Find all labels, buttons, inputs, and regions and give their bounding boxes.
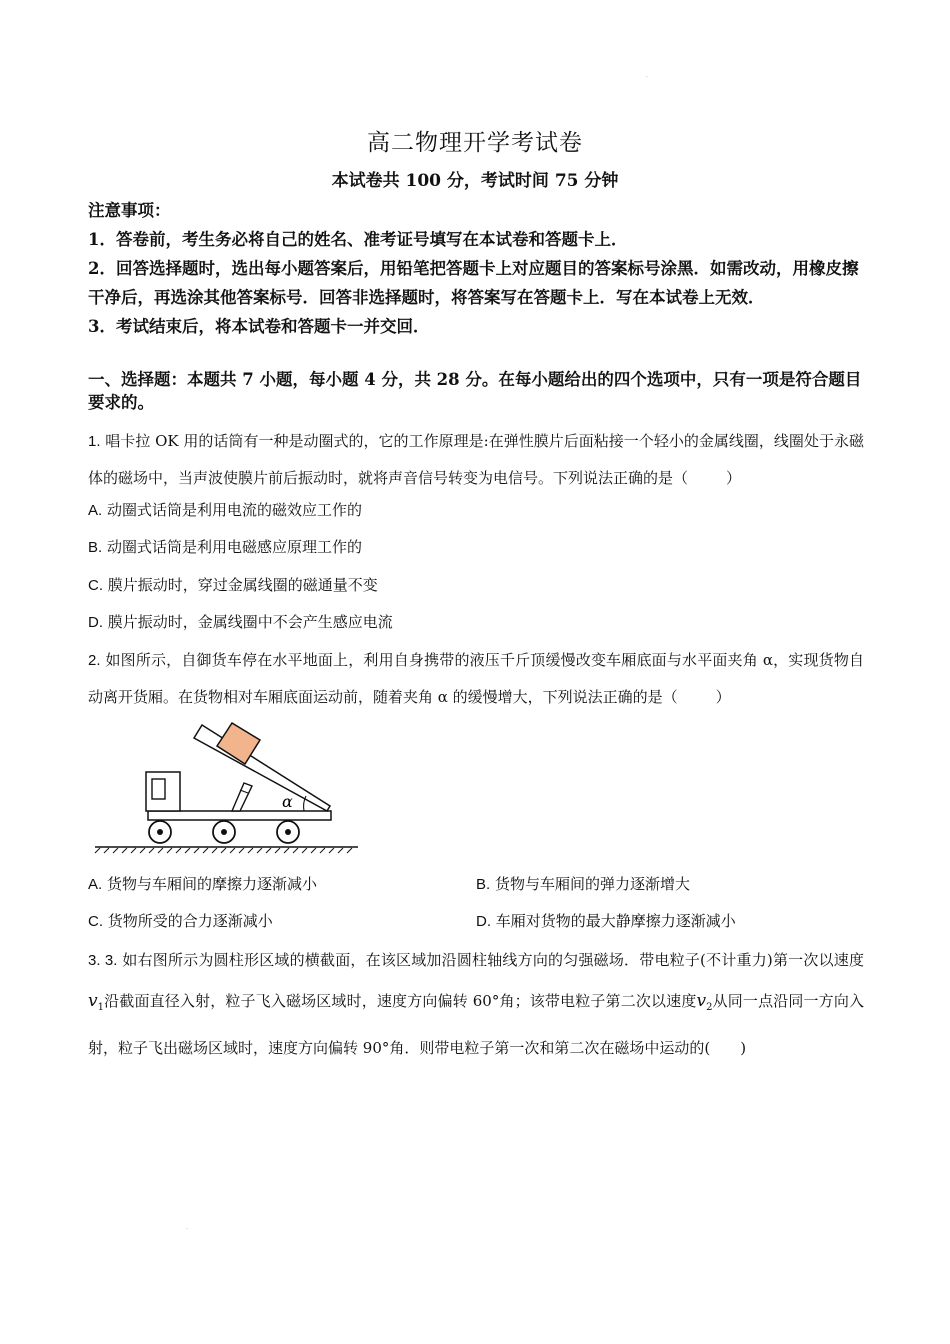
truck-wheels — [149, 821, 299, 843]
ground-hatching — [95, 848, 352, 853]
section-heading: 一、选择题：本题共 7 小题，每小题 4 分，共 28 分。在每小题给出的四个选项中，只有一项是符合题目要求的。 — [88, 370, 862, 412]
velocity-subscript-2: 2 — [706, 1002, 713, 1013]
exam-info: 本试卷共 100 分，考试时间 75 分钟 — [331, 171, 619, 191]
question-1 — [88, 423, 864, 497]
hydraulic-jack — [232, 783, 252, 811]
question-text-c: 从同一点沿同一方向入射，粒子飞出磁场区域时，速度方向偏转 90°角．则带电粒子第一次和第二次在磁场中运动的( — [88, 992, 864, 1057]
question-text-a: 如右图所示为圆柱形区域的横截面，在该区域加沿圆柱轴线方向的匀强磁场．带电粒子(不计重力)第一次以速度 — [122, 951, 864, 969]
top-dot-mark: · — [646, 74, 648, 81]
notice-item-3: 3．考试结束后，将本试卷和答题卡一并交回． — [88, 317, 430, 336]
bottom-dot-mark: · — [186, 1226, 188, 1233]
question-3 — [88, 940, 864, 1068]
velocity-symbol-2: v — [696, 991, 707, 1011]
question-text: 唱卡拉 OK 用的话筒有一种是动圈式的，它的工作原理是:在弹性膜片后面粘接一个轻小的金属线圈，线圈处于永磁体的磁场中，当声波使膜片前后振动时，就将声音信号转变为电信号。下列说法正确的是（ — [88, 432, 864, 487]
question-close: ) — [740, 1039, 747, 1057]
notice-item-2: 2．回答选择题时，选出每小题答案后，用铅笔把答题卡上对应题目的答案标号涂黑．如需改动，用橡皮擦干净后，再选涂其他答案标号．回答非选择题时，将答案写在答题卡上．写在本试卷上无效． — [88, 259, 859, 307]
question-number: 1. — [88, 433, 101, 450]
notice-heading: 注意事项： — [88, 201, 171, 220]
q2-option-d[interactable]: D. 车厢对货物的最大静摩擦力逐渐减小 — [476, 912, 736, 930]
page-title: 高二物理开学考试卷 — [367, 130, 583, 156]
q1-option-a[interactable]: A. 动圈式话筒是利用电流的磁效应工作的 — [88, 501, 362, 519]
question-2 — [88, 642, 864, 716]
velocity-subscript-1: 1 — [97, 1002, 104, 1013]
question-text-b: 沿截面直径入射，粒子飞入磁场区域时，速度方向偏转 60°角；该带电粒子第二次以速度 — [103, 992, 697, 1010]
velocity-symbol-1: v — [88, 991, 98, 1011]
angle-alpha-label: α — [282, 792, 293, 811]
question-number: 2. — [88, 652, 101, 669]
q1-option-b[interactable]: B. 动圈式话筒是利用电磁感应原理工作的 — [88, 538, 362, 556]
question-close: ） — [726, 469, 742, 487]
q2-option-b[interactable]: B. 货物与车厢间的弹力逐渐增大 — [476, 875, 690, 893]
question-number: 3. 3. — [88, 952, 118, 969]
question-close: ） — [715, 688, 731, 706]
q1-option-d[interactable]: D. 膜片振动时，金属线圈中不会产生感应电流 — [88, 613, 393, 631]
truck-bed — [194, 725, 330, 811]
q2-option-a[interactable]: A. 货物与车厢间的摩擦力逐渐减小 — [88, 875, 317, 893]
notice-item-1: 1．答卷前，考生务必将自己的姓名、准考证号填写在本试卷和答题卡上． — [88, 230, 628, 249]
notice-block — [88, 196, 868, 341]
q2-option-c[interactable]: C. 货物所受的合力逐渐减小 — [88, 912, 273, 930]
question-text: 如图所示，自御货车停在水平地面上，利用自身携带的液压千斤顶缓慢改变车厢底面与水平面夹角 α，实现货物自动离开货厢。在货物相对车厢底面运动前，随着夹角 α 的缓慢增大，下列说法正确的是（ — [88, 651, 864, 706]
q1-option-c[interactable]: C. 膜片振动时，穿过金属线圈的磁通量不变 — [88, 576, 378, 594]
truck-chassis — [148, 811, 331, 820]
cab-window — [152, 779, 165, 799]
dump-truck-figure — [92, 722, 362, 857]
